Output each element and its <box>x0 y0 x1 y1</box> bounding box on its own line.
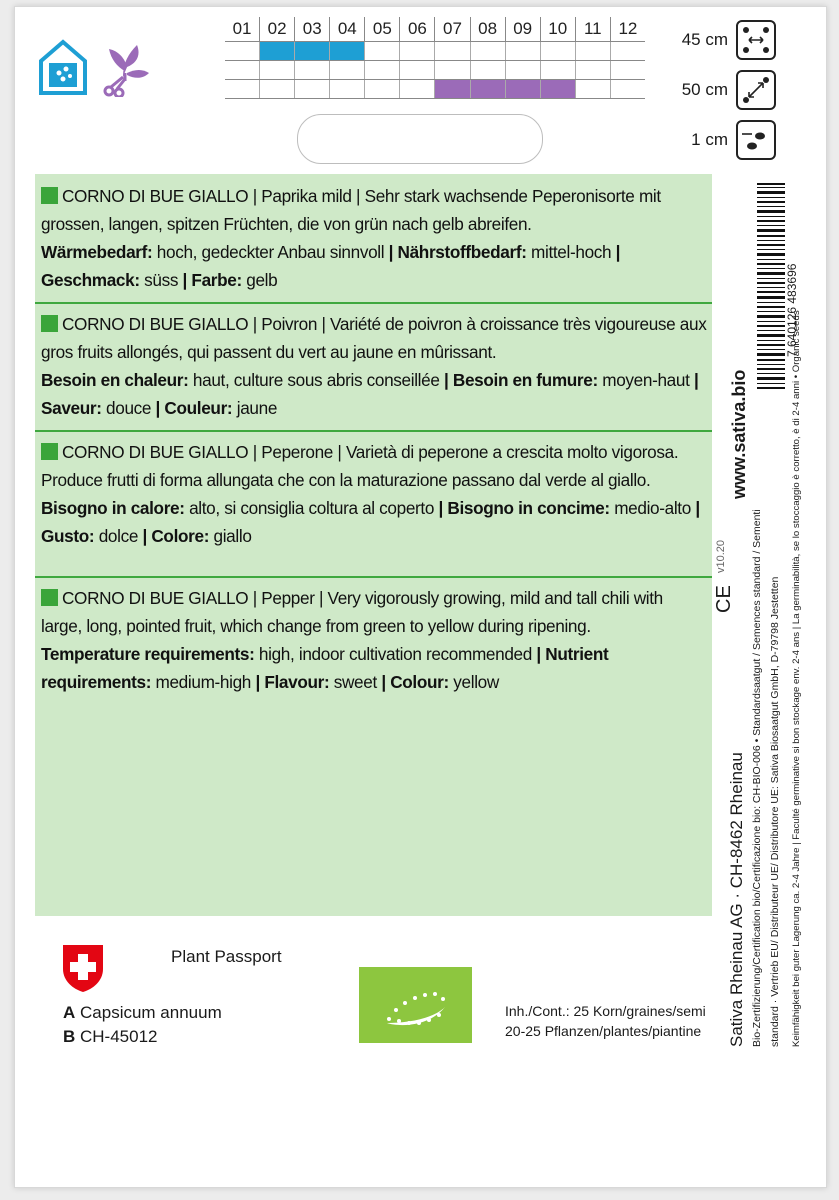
prop-value: alto, si consiglia coltura al coperto <box>184 498 439 518</box>
passport-key: B <box>63 1027 76 1046</box>
month-label: 04 <box>329 17 364 41</box>
hang-hole <box>297 114 543 164</box>
green-square-icon <box>41 315 58 332</box>
month-label: 10 <box>540 17 575 41</box>
prop-label: | Farbe: <box>182 270 242 290</box>
month-label: 01 <box>232 19 252 38</box>
plant-distance-label: 50 cm <box>681 80 728 99</box>
distributor-text: standard · Vertrieb EU/ Distributeur UE/ Distributore UE: Sativa Biosaatgut GmbH, D-79798 Jestetten <box>769 576 781 1047</box>
variety-title: CORNO DI BUE GIALLO <box>62 314 249 334</box>
harvest-cell <box>434 80 469 98</box>
month-label: 02 <box>259 17 294 41</box>
sowing-harvest-calendar <box>225 17 645 99</box>
section-properties <box>41 640 707 696</box>
prop-label: | Colore: <box>142 526 210 546</box>
plant-distance <box>682 67 776 113</box>
prop-label: | Couleur: <box>155 398 233 418</box>
prop-value: süss <box>139 270 183 290</box>
variety-desc: | Pepper | Very vigorously growing, mild and tall chili with large, long, pointed fruit, which change from green to yellow during ripening. <box>41 588 663 636</box>
certification-text: Bio-Zertifizierung/Certification bio/Certificazione bio: CH-BIO-006 • Standardsaatgut / Semences standard / Sementi <box>751 509 763 1047</box>
prop-value: moyen-haut <box>597 370 694 390</box>
version-label: v10.20 <box>715 539 727 573</box>
swiss-shield-icon <box>61 943 105 993</box>
section-it <box>41 438 707 550</box>
variety-title: CORNO DI BUE GIALLO <box>62 186 249 206</box>
variety-desc: | Poivron | Variété de poivron à croissance très vigoureuse aux gros fruits allongés, qui passent du vert au jaune en mûrissant. <box>41 314 707 362</box>
prop-label: Temperature requirements: <box>41 644 255 664</box>
variety-title: CORNO DI BUE GIALLO <box>62 588 249 608</box>
variety-desc: | Peperone | Varietà di peperone a crescita molto vigorosa. Produce frutti di forma allungata che con la maturazione passano dal verde al giallo. <box>41 442 679 490</box>
green-square-icon <box>41 187 58 204</box>
plant-spacing-icon <box>736 70 776 110</box>
harvest-cell <box>540 80 575 98</box>
calendar-row-transplant <box>225 60 645 79</box>
sowing-cell <box>329 42 364 60</box>
prop-value: medio-alto <box>609 498 696 518</box>
germination-text: Keimfähigkeit bei guter Lagerung ca. 2-4 Jahre | Faculté germinative si bon stockage env. 2-4 ans | La germinabilità, se lo stoccaggio è corretto, è di 2-4 anni • Organic seeds <box>791 310 802 1047</box>
transplant-scissors-icon <box>97 37 151 97</box>
sowing-depth-label: 1 cm <box>691 130 728 149</box>
prop-label: | Saveur: <box>41 370 699 418</box>
passport-value: CH-45012 <box>75 1027 158 1046</box>
plant-count: 20-25 Pflanzen/plantes/piantine <box>505 1023 702 1039</box>
variety-title: CORNO DI BUE GIALLO <box>62 442 249 462</box>
month-label: 08 <box>470 17 505 41</box>
prop-value: medium-high <box>151 672 256 692</box>
eu-organic-logo-icon <box>359 967 472 1043</box>
prop-value: sweet <box>329 672 382 692</box>
harvest-cell <box>505 80 540 98</box>
month-label: 12 <box>610 17 645 41</box>
month-label: 06 <box>399 17 434 41</box>
prop-value: giallo <box>209 526 252 546</box>
calendar-row-sowing <box>225 41 645 60</box>
sowing-cell <box>294 42 329 60</box>
company-address: Sativa Rheinau AG · CH-8462 Rheinau <box>727 752 746 1047</box>
sowing-cell <box>259 42 294 60</box>
prop-value: hoch, gedeckter Anbau sinnvoll <box>152 242 389 262</box>
prop-value: yellow <box>448 672 499 692</box>
prop-value: haut, culture sous abris conseillée <box>188 370 444 390</box>
seed-packet-back <box>14 6 827 1188</box>
calendar-months <box>225 17 645 41</box>
barcode <box>757 181 785 393</box>
calendar-row-harvest <box>225 79 645 99</box>
section-description <box>41 438 707 494</box>
prop-value: dolce <box>94 526 143 546</box>
row-distance-label: 45 cm <box>681 30 728 49</box>
section-description <box>41 584 707 640</box>
section-divider <box>35 302 712 304</box>
variety-desc: | Paprika mild | Sehr stark wachsende Peperonisorte mit grossen, langen, spitzen Früchten, die von grün nach gelb abreifen. <box>41 186 661 234</box>
month-label: 07 <box>434 17 469 41</box>
row-distance <box>682 17 776 63</box>
month-label: 05 <box>364 17 399 41</box>
prop-label: Wärmebedarf: <box>41 242 153 262</box>
plant-passport-title: Plant Passport <box>171 947 282 966</box>
prop-label: | Nährstoffbedarf: <box>388 242 527 262</box>
prop-label: | Besoin en fumure: <box>444 370 598 390</box>
barcode-digits: 7 640126 483696 <box>785 263 799 357</box>
prop-label: | Colour: <box>381 672 449 692</box>
green-square-icon <box>41 589 58 606</box>
description-panel <box>35 174 712 916</box>
prop-label: | Flavour: <box>255 672 330 692</box>
prop-value: gelb <box>241 270 278 290</box>
prop-value: jaune <box>232 398 278 418</box>
passport-key: A <box>63 1003 76 1022</box>
seed-count: Inh./Cont.: 25 Korn/graines/semi <box>505 1003 706 1019</box>
month-label: 11 <box>575 17 610 41</box>
section-description <box>41 310 707 366</box>
section-divider <box>35 430 712 432</box>
section-properties <box>41 366 707 422</box>
prop-label: | Nutrient requirements: <box>41 644 609 692</box>
seed-contents <box>505 1003 706 1039</box>
prop-value: high, indoor cultivation recommended <box>254 644 537 664</box>
section-en <box>41 584 707 696</box>
green-square-icon <box>41 443 58 460</box>
greenhouse-sowing-icon <box>39 39 87 95</box>
month-label: 03 <box>294 17 329 41</box>
passport-registration <box>63 1027 158 1047</box>
month-label: 09 <box>505 17 540 41</box>
section-divider <box>35 576 712 578</box>
prop-label: Besoin en chaleur: <box>41 370 189 390</box>
prop-label: | Geschmack: <box>41 242 621 290</box>
section-properties <box>41 494 707 550</box>
spacing-info <box>682 17 776 167</box>
section-de <box>41 182 707 294</box>
row-spacing-icon <box>736 20 776 60</box>
section-fr <box>41 310 707 422</box>
section-properties <box>41 238 707 294</box>
sowing-depth-icon <box>736 120 776 160</box>
prop-label: Bisogno in calore: <box>41 498 185 518</box>
prop-label: | Bisogno in concime: <box>438 498 610 518</box>
prop-label: | Gusto: <box>41 498 700 546</box>
passport-species <box>63 1003 222 1023</box>
prop-value: douce <box>101 398 156 418</box>
website-url: www.sativa.bio <box>729 369 749 499</box>
passport-value: Capsicum annuum <box>75 1003 222 1022</box>
ce-mark: CE <box>713 585 735 613</box>
prop-value: mittel-hoch <box>526 242 616 262</box>
sowing-depth <box>682 117 776 163</box>
section-description <box>41 182 707 238</box>
harvest-cell <box>470 80 505 98</box>
